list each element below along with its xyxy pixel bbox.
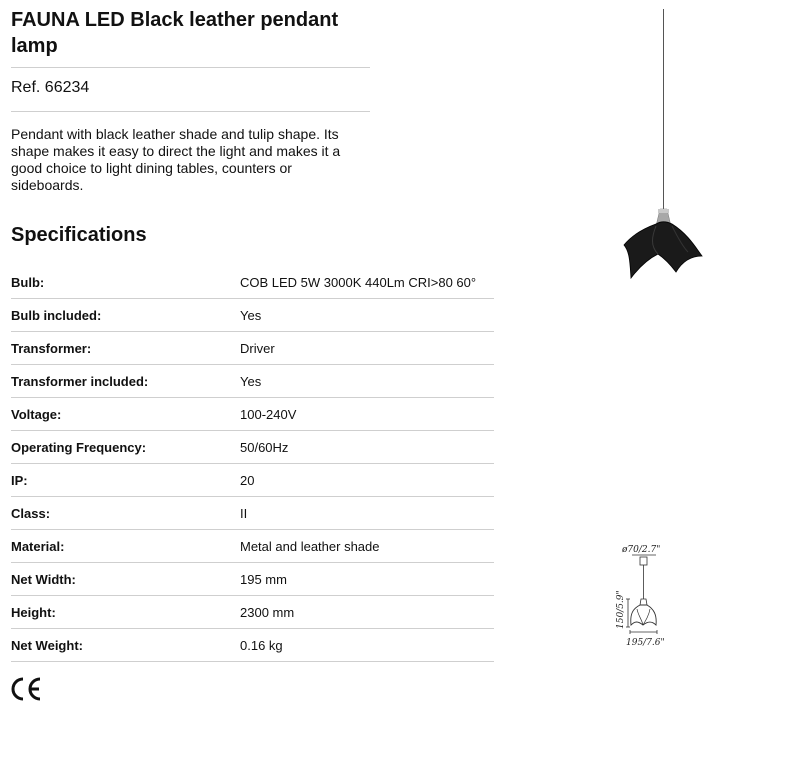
spec-label: IP: [11, 464, 240, 497]
spec-row-ip [11, 464, 494, 497]
spec-label: Bulb included: [11, 299, 240, 332]
title-divider [11, 67, 370, 68]
canopy [640, 557, 647, 565]
canopy-dimension: ø70/2.7" [622, 545, 661, 555]
spec-row-material [11, 530, 494, 563]
spec-row-bulb [11, 266, 494, 299]
specifications-heading: Specifications [11, 224, 147, 246]
spec-value: Metal and leather shade [240, 530, 494, 563]
spec-label: Material: [11, 530, 240, 563]
spec-value: COB LED 5W 3000K 440Lm CRI>80 60° [240, 266, 494, 299]
spec-row-bulb-included [11, 299, 494, 332]
spec-row-transformer [11, 332, 494, 365]
spec-row-voltage [11, 398, 494, 431]
spec-value: Yes [240, 365, 494, 398]
spec-label: Transformer included: [11, 365, 240, 398]
product-description: Pendant with black leather shade and tulip shape. Its shape makes it easy to direct the light and makes it a good choice to light dining tables, counters or sideboards. [11, 126, 341, 193]
spec-row-net-width [11, 563, 494, 596]
spec-row-class [11, 497, 494, 530]
spec-row-operating-frequency [11, 431, 494, 464]
ce-mark-icon [9, 676, 43, 702]
pendant-lamp-photo [600, 0, 740, 300]
spec-label: Net Width: [11, 563, 240, 596]
spec-label: Voltage: [11, 398, 240, 431]
spec-label: Bulb: [11, 266, 240, 299]
product-ref: Ref. 66234 [11, 79, 90, 96]
spec-row-transformer-included [11, 365, 494, 398]
spec-label: Height: [11, 596, 240, 629]
spec-value: 0.16 kg [240, 629, 494, 662]
spec-value: 20 [240, 464, 494, 497]
spec-value: II [240, 497, 494, 530]
spec-label: Transformer: [11, 332, 240, 365]
height-dimension: 150/5.9" [616, 590, 626, 629]
spec-value: 100-240V [240, 398, 494, 431]
spec-value: 195 mm [240, 563, 494, 596]
spec-value: 2300 mm [240, 596, 494, 629]
spec-row-height [11, 596, 494, 629]
width-dimension: 195/7.6" [626, 638, 665, 648]
spec-value: Yes [240, 299, 494, 332]
spec-label: Net Weight: [11, 629, 240, 662]
spec-value: 50/60Hz [240, 431, 494, 464]
spec-value: Driver [240, 332, 494, 365]
product-title: FAUNA LED Black leather pendant lamp [11, 9, 339, 57]
lamp-leather-shade [624, 222, 702, 278]
drawing-shade [631, 605, 656, 625]
dimension-drawing [600, 535, 690, 655]
spec-label: Class: [11, 497, 240, 530]
spec-row-net-weight [11, 629, 494, 662]
ref-divider [11, 111, 370, 112]
specifications-table [11, 266, 494, 662]
spec-label: Operating Frequency: [11, 431, 240, 464]
